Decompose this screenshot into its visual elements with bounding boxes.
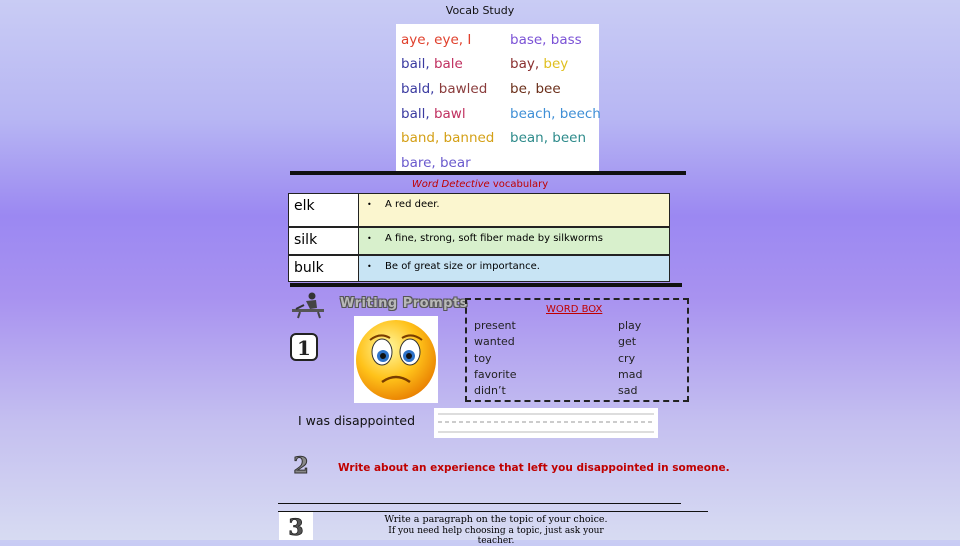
vocab-text: bawl [433, 106, 466, 122]
definition-text: A red deer. [385, 199, 440, 210]
vocab-term: silk [289, 228, 359, 254]
word-box-item: mad [618, 367, 643, 381]
prompt-2-text: Write about an experience that left you disappointed in someone. [338, 462, 730, 474]
divider-line [290, 171, 686, 175]
vocab-text: bald, [401, 81, 439, 97]
vocab-definition [359, 256, 669, 281]
vocab-item [510, 32, 582, 48]
vocab-term: bulk [289, 256, 359, 281]
vocab-item [510, 130, 586, 146]
prompt-number: 3 [288, 515, 304, 540]
vocab-definition [359, 194, 669, 226]
vocab-item [510, 56, 568, 72]
vocab-item [401, 155, 471, 171]
prompt-number: 2 [293, 453, 309, 477]
vocab-row [288, 193, 670, 227]
word-box-item: get [618, 335, 637, 349]
vocab-text: ball, [401, 106, 434, 122]
page-title: Vocab Study [445, 4, 515, 17]
word-box-item: play [618, 319, 642, 332]
vocab-text: bay, [510, 56, 544, 72]
writing-lines[interactable] [434, 408, 658, 438]
divider-line [290, 283, 682, 287]
vocab-text: band, banned [401, 130, 495, 146]
bullet: • [367, 262, 372, 271]
vocab-row [288, 255, 670, 282]
word-box-item: toy [474, 351, 492, 365]
vocab-text: aye, eye, I [401, 32, 472, 48]
sad-face-icon [354, 316, 438, 403]
vocab-text: bey [543, 56, 569, 72]
vocab-row [288, 227, 670, 255]
vocab-item [401, 81, 487, 97]
vocab-text: bean, been [510, 130, 587, 146]
vocab-item [401, 106, 466, 122]
vocab-text: beach, beech [510, 106, 601, 122]
word-detective-table [288, 193, 670, 283]
word-detective-title [290, 179, 670, 190]
vocab-text: bare, bear [401, 155, 471, 171]
number-3-badge-icon [279, 512, 313, 544]
vocab-item [401, 32, 471, 48]
bullet: • [367, 234, 372, 243]
word-detective-title-italic: Word Detective [411, 179, 490, 190]
number-1-badge-icon [290, 333, 318, 365]
writing-person-icon [286, 291, 330, 323]
word-box-item: favorite [474, 367, 517, 381]
prompt-number: 1 [297, 336, 311, 360]
vocab-text: bawled [438, 81, 488, 97]
sad-face-image [354, 316, 438, 403]
definition-text: Be of great size or importance. [385, 261, 540, 272]
word-box-column-right [618, 318, 642, 399]
vocab-word-list [396, 24, 599, 172]
word-box-title: WORD BOX [546, 304, 603, 315]
word-box-item: cry [618, 351, 636, 365]
vocab-item [401, 130, 494, 146]
divider-line [278, 503, 681, 504]
word-box-item: present [474, 319, 516, 332]
vocab-item [510, 106, 601, 122]
word-box-item: wanted [474, 335, 515, 349]
prompt-1-text: I was disappointed [298, 413, 416, 428]
vocab-text: bail, [401, 56, 434, 72]
vocab-item [510, 81, 561, 97]
writing-prompts-heading: Writing Prompts [340, 296, 468, 311]
vocab-text: base, bass [510, 32, 582, 48]
number-2-badge-icon [289, 453, 313, 481]
vocab-definition [359, 228, 669, 254]
word-box-item: didn’t [474, 384, 506, 398]
prompt-3-text: Write a paragraph on the topic of your choice. [384, 514, 608, 525]
bullet: • [367, 200, 372, 209]
vocab-text: be, bee [510, 81, 561, 97]
word-box-item: sad [618, 384, 638, 398]
definition-text: A fine, strong, soft fiber made by silkworms [385, 233, 603, 244]
word-box-column-left [474, 318, 517, 399]
prompt-3-hint: If you need help choosing a topic, just ask your teacher. [388, 526, 604, 546]
word-detective-title-rest: vocabulary [489, 179, 549, 190]
divider-line [278, 511, 708, 512]
vocab-text: bale [433, 56, 463, 72]
vocab-item [401, 56, 463, 72]
vocab-term: elk [289, 194, 359, 226]
